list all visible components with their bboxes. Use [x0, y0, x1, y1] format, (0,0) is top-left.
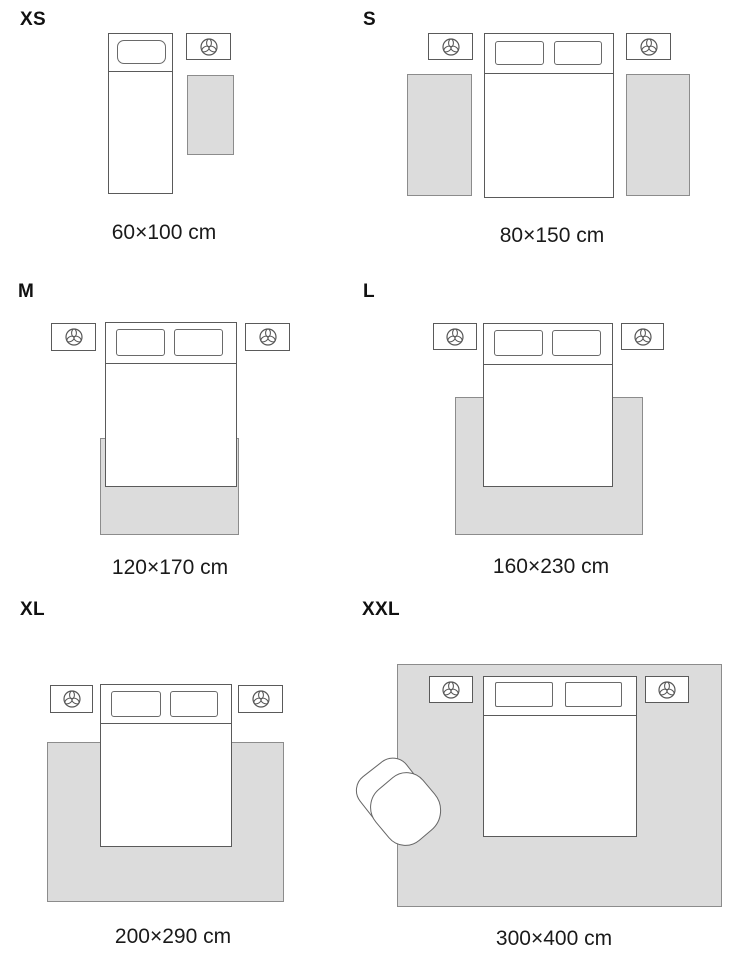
nightstand — [186, 33, 231, 60]
size-caption-m: 120×170 cm — [111, 556, 229, 579]
rug-s-left — [407, 74, 472, 196]
nightstand-left — [428, 33, 473, 60]
lamp-icon — [439, 35, 463, 59]
pillow-right — [565, 682, 622, 707]
nightstand-left — [433, 323, 477, 350]
size-label-xs: XS — [20, 9, 46, 30]
double-bed — [483, 676, 637, 837]
double-bed — [483, 323, 613, 487]
size-caption-s: 80×150 cm — [499, 224, 605, 247]
lamp-icon — [60, 687, 84, 711]
pillow-left — [495, 41, 544, 65]
lamp-icon — [439, 678, 463, 702]
lamp-icon — [631, 325, 655, 349]
nightstand-left — [429, 676, 473, 703]
nightstand-left — [51, 323, 96, 351]
size-caption-xs: 60×100 cm — [111, 221, 217, 244]
rug-s-right — [626, 74, 690, 196]
nightstand-right — [645, 676, 689, 703]
lamp-icon — [256, 325, 280, 349]
pillow-left — [116, 329, 165, 356]
nightstand-right — [621, 323, 664, 350]
double-bed — [100, 684, 232, 847]
lamp-icon — [62, 325, 86, 349]
size-label-s: S — [363, 9, 376, 30]
pillow — [117, 40, 166, 64]
size-label-xxl: XXL — [362, 599, 400, 620]
double-bed — [484, 33, 614, 198]
single-bed — [108, 33, 173, 194]
nightstand-right — [245, 323, 290, 351]
pillow-left — [495, 682, 553, 707]
pillow-right — [174, 329, 223, 356]
rug-xs — [187, 75, 234, 155]
lamp-icon — [443, 325, 467, 349]
size-label-m: M — [18, 281, 35, 302]
nightstand-right — [626, 33, 671, 60]
double-bed — [105, 322, 237, 487]
lamp-icon — [655, 678, 679, 702]
lamp-icon — [249, 687, 273, 711]
pillow-right — [170, 691, 218, 717]
pillow-left — [111, 691, 161, 717]
lamp-icon — [197, 35, 221, 59]
lamp-icon — [637, 35, 661, 59]
nightstand-right — [238, 685, 283, 713]
pillow-right — [552, 330, 601, 356]
nightstand-left — [50, 685, 93, 713]
size-caption-xl: 200×290 cm — [114, 925, 232, 948]
pillow-left — [494, 330, 543, 356]
size-label-xl: XL — [20, 599, 45, 620]
size-caption-xxl: 300×400 cm — [495, 927, 613, 950]
pillow-right — [554, 41, 602, 65]
size-caption-l: 160×230 cm — [492, 555, 610, 578]
size-label-l: L — [363, 281, 375, 302]
